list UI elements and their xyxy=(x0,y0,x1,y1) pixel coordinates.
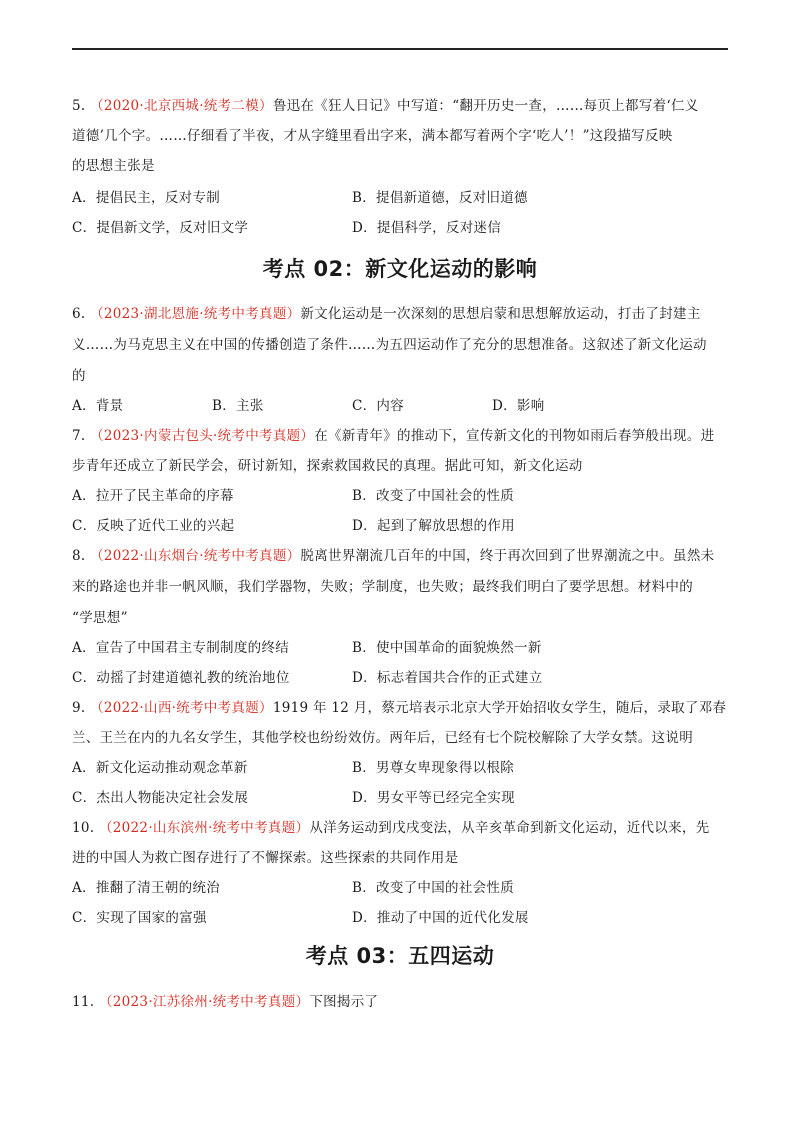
option-c: C．实现了国家的富强 xyxy=(72,910,207,926)
option-d: D．推动了中国的近代化发展 xyxy=(352,910,529,926)
question-10-line-1 xyxy=(72,818,710,838)
question-source: （2023·湖北恩施·统考中考真题） xyxy=(90,306,301,322)
option-c: C．提倡新文学，反对旧文学 xyxy=(72,220,249,236)
question-source: （2023·江苏徐州·统考中考真题） xyxy=(98,994,310,1010)
question-number: 9. xyxy=(72,700,86,716)
question-5-line-3: 的思想主张是 xyxy=(72,158,155,174)
option-d: D．起到了解放思想的作用 xyxy=(352,518,515,534)
option-b: B．改变了中国社会的性质 xyxy=(352,488,515,504)
question-5-line-2: 道德’几个字。……仔细看了半夜，才从字缝里看出字来，满本都写着两个字‘吃人’！”这段描写反映 xyxy=(72,128,673,144)
option-d: D．提倡科学，反对迷信 xyxy=(352,220,502,236)
section-heading: 考点 02：新文化运动的影响 xyxy=(262,257,538,281)
question-text: 下图揭示了 xyxy=(309,994,379,1010)
question-number: 7. xyxy=(72,428,86,444)
question-7-line-2: 步青年还成立了新民学会，研讨新知，探索救国救民的真理。据此可知，新文化运动 xyxy=(72,458,583,474)
question-11-line-1 xyxy=(72,992,378,1012)
option-a: A．推翻了清王朝的统治 xyxy=(72,880,221,896)
option-d: D．标志着国共合作的正式建立 xyxy=(352,670,543,686)
question-source: （2022·山东烟台·统考中考真题） xyxy=(90,548,301,564)
question-8-line-2: 来的路途也并非一帆风顺，我们学器物，失败；学制度，也失败；最终我们明白了要学思想。材料中的 xyxy=(72,579,693,595)
option-a: A．宣告了中国君主专制制度的终结 xyxy=(72,640,290,656)
question-text: 脱离世界潮流几百年的中国，终于再次回到了世界潮流之中。虽然未 xyxy=(300,548,715,564)
question-text: 1919 年 12 月，蔡元培表示北京大学开始招收女学生，随后，录取了邓春 xyxy=(272,700,727,716)
option-a: A．拉开了民主革命的序幕 xyxy=(72,488,234,504)
question-6-line-1 xyxy=(72,304,701,324)
header-rule xyxy=(72,48,728,50)
question-10-line-2: 进的中国人为救亡图存进行了不懈探索。这些探索的共同作用是 xyxy=(72,850,459,866)
question-6-line-3: 的 xyxy=(72,368,86,384)
option-c: C．内容 xyxy=(352,398,405,414)
question-text: 在《新青年》的推动下，宣传新文化的刊物如雨后春笋般出现。进 xyxy=(314,428,715,444)
question-number: 10. xyxy=(72,820,95,836)
option-c: C．杰出人物能决定社会发展 xyxy=(72,790,249,806)
option-b: B．改变了中国的社会性质 xyxy=(352,880,515,896)
question-number: 5. xyxy=(72,98,86,114)
question-source: （2023·内蒙古包头·统考中考真题） xyxy=(90,428,315,444)
option-b: B．主张 xyxy=(212,398,264,414)
question-number: 6. xyxy=(72,306,86,322)
option-c: C．动摇了封建道德礼教的统治地位 xyxy=(72,670,290,686)
section-heading: 考点 03：五四运动 xyxy=(305,944,495,968)
question-5-line-1 xyxy=(72,96,699,116)
option-b: B．提倡新道德，反对旧道德 xyxy=(352,190,528,206)
option-a: A．背景 xyxy=(72,398,124,414)
question-number: 8. xyxy=(72,548,86,564)
option-b: B．使中国革命的面貌焕然一新 xyxy=(352,640,542,656)
option-a: A．提倡民主，反对专制 xyxy=(72,190,221,206)
question-source: （2022·山西·统考中考真题） xyxy=(90,700,273,716)
question-9-line-2: 兰、王兰在内的九名女学生，其他学校也纷纷效仿。两年后，已经有七个院校解除了大学女禁。这说明 xyxy=(72,730,693,746)
question-9-line-1 xyxy=(72,698,726,718)
question-7-line-1 xyxy=(72,426,714,446)
question-source: （2020·北京西城·统考二模） xyxy=(90,98,273,114)
question-8-line-3: “学思想” xyxy=(72,610,128,626)
option-d: D．男女平等已经完全实现 xyxy=(352,790,515,806)
question-number: 11. xyxy=(72,994,95,1010)
question-8-line-1 xyxy=(72,546,714,566)
option-d: D．影响 xyxy=(492,398,545,414)
question-text: 鲁迅在《狂人日记》中写道：“翻开历史一查，……每页上都写着‘仁义 xyxy=(272,98,699,114)
question-source: （2022·山东滨州·统考中考真题） xyxy=(98,820,310,836)
question-6-line-2: 义……为马克思主义在中国的传播创造了条件……为五四运动作了充分的思想准备。这叙述了新文化运动 xyxy=(72,337,707,353)
question-text: 从洋务运动到戊戌变法，从辛亥革命到新文化运动，近代以来，先 xyxy=(309,820,710,836)
option-a: A．新文化运动推动观念革新 xyxy=(72,760,248,776)
option-b: B．男尊女卑现象得以根除 xyxy=(352,760,515,776)
option-c: C．反映了近代工业的兴起 xyxy=(72,518,235,534)
question-text: 新文化运动是一次深刻的思想启蒙和思想解放运动，打击了封建主 xyxy=(300,306,701,322)
